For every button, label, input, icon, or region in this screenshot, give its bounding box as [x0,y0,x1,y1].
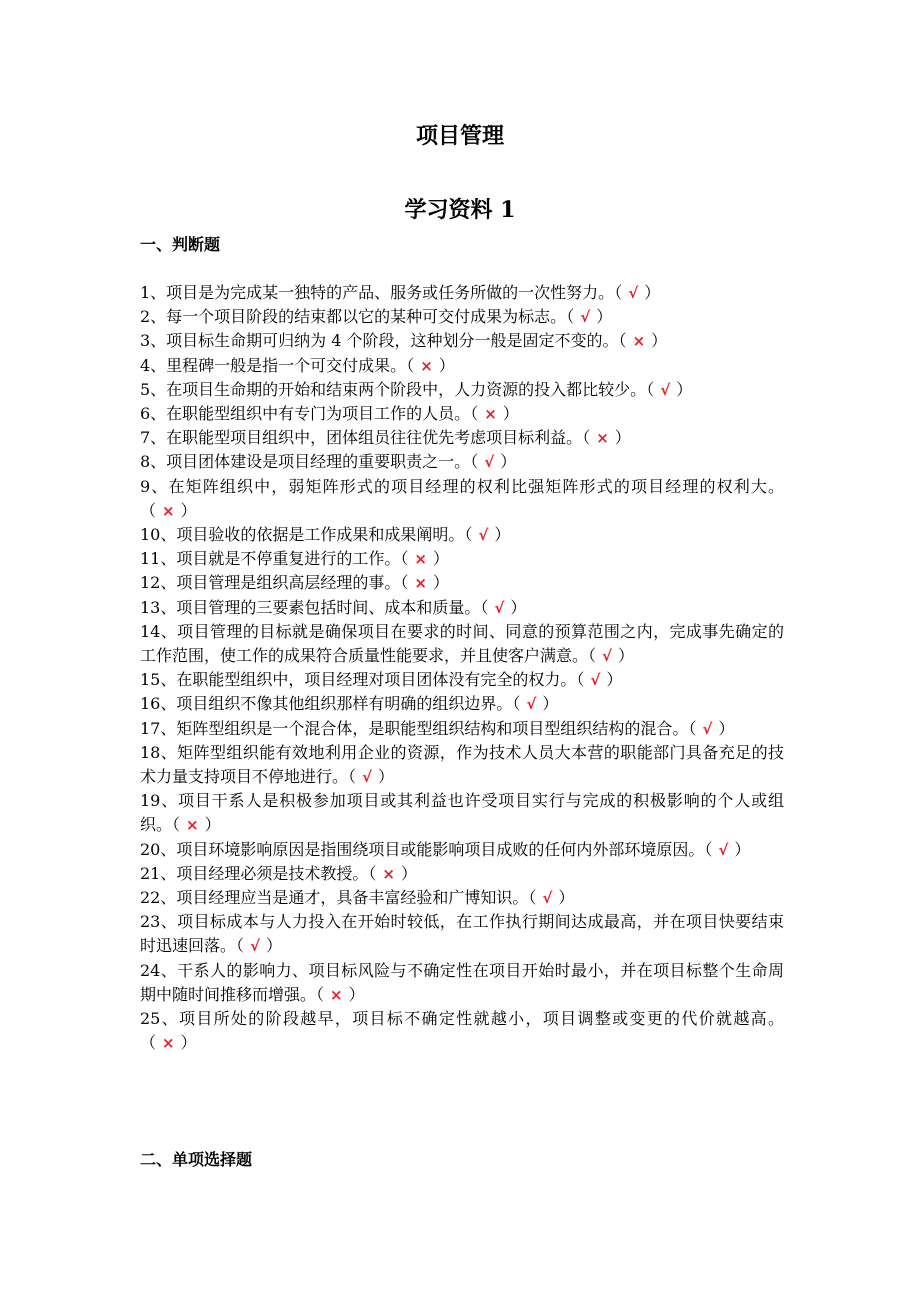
question-text: 15、在职能型组织中，项目经理对项目团体没有完全的权力。 [140,670,577,690]
question-text: 25、项目所处的阶段越早，项目标不确定性就越小，项目调整或变更的代价就越高。 [140,1009,784,1029]
check-mark-answer: √ [362,768,373,787]
question-text: 23、项目标成本与人力投入在开始时较低，在工作执行期间达成最高，并在项目快要结束时迅速回落。 [140,912,784,956]
answer-close-paren: ） [614,428,631,448]
answer-open-paren: （ [480,597,489,617]
check-mark-answer: √ [580,308,591,327]
question-text: 14、项目管理的目标就是确保项目在要求的时间、同意的预算范围之内，完成事先确定的工作范围，使工作的成果符合质量性能要求，并且使客户满意。 [140,621,784,666]
question-item [140,910,784,958]
cross-mark-answer: × [330,985,343,1004]
question-item [140,717,784,741]
question-item [140,886,784,910]
question-item [140,741,784,789]
answer-open-paren: （ [140,1033,157,1053]
question-text: 16、项目组织不像其他组织那样有明确的组织边界。 [140,694,513,714]
answer-close-paren: ） [494,525,511,545]
answer-open-paren: （ [576,670,585,690]
cross-mark-answer: × [414,550,427,569]
cross-mark-answer: × [382,864,395,883]
question-item [140,354,784,378]
question-text: 8、项目团体建设是项目经理的重要职责之一。 [140,452,471,472]
answer-close-paren: ） [438,355,455,375]
answer-open-paren: （ [646,379,655,399]
answer-open-paren: （ [348,767,357,787]
check-mark-answer: √ [590,671,601,690]
answer-open-paren: （ [172,815,181,835]
answer-close-paren: ） [180,1033,197,1053]
question-item [140,281,784,305]
answer-open-paren: （ [704,839,713,859]
question-text: 1、项目是为完成某一独特的产品、服务或任务所做的一次性努力。 [140,283,615,302]
answer-close-paren: ） [596,307,613,327]
question-item [140,620,784,668]
cross-mark-answer: × [414,574,427,593]
question-item [140,523,784,547]
answer-close-paren: ） [676,379,693,399]
check-mark-answer: √ [484,453,495,472]
question-item [140,329,784,353]
answer-close-paren: ） [266,936,283,956]
question-text: 11、项目就是不停重复进行的工作。 [140,549,401,569]
question-item [140,838,784,862]
document-subtitle: 学习资料 1 [404,197,516,223]
question-list [140,281,784,1056]
answer-close-paren: ） [618,646,635,666]
answer-close-paren: ） [734,839,751,859]
answer-open-paren: （ [464,525,473,545]
section-heading-single-choice: 二、单项选择题 [140,1150,253,1169]
answer-close-paren: ） [378,767,395,787]
question-text: 12、项目管理是组织高层经理的事。 [140,573,401,593]
question-item [140,1007,784,1055]
answer-close-paren: ） [204,815,221,835]
answer-open-paren: （ [368,863,377,883]
question-item [140,862,784,886]
cross-mark-answer: × [420,356,433,375]
question-text: 18、矩阵型组织能有效地利用企业的资源，作为技术人员大本营的职能部门具备充足的技术力量支持项目不停地进行。 [140,742,784,787]
answer-close-paren: ） [558,888,575,908]
answer-close-paren: ） [180,500,197,520]
question-item [140,692,784,716]
answer-open-paren: （ [512,694,521,714]
cross-mark-answer: × [484,405,497,424]
check-mark-answer: √ [718,840,729,859]
answer-close-paren: ） [542,694,559,714]
answer-open-paren: （ [614,283,623,302]
question-text: 21、项目经理必须是技术教授。 [140,863,369,883]
check-mark-answer: √ [526,695,537,714]
document-title: 项目管理 [415,123,504,149]
section-heading-true-false: 一、判断题 [140,235,221,254]
answer-open-paren: （ [566,307,575,327]
check-mark-answer: √ [660,380,671,399]
question-text: 22、项目经理应当是通才，具备丰富经验和广博知识。 [140,888,529,908]
answer-close-paren: ） [500,452,517,472]
answer-close-paren: ） [651,331,668,351]
check-mark-answer: √ [702,719,713,738]
question-text: 2、每一个项目阶段的结束都以它的某种可交付成果为标志。 [140,307,567,327]
question-text: 13、项目管理的三要素包括时间、成本和质量。 [140,597,481,617]
answer-open-paren: （ [582,428,591,448]
check-mark-answer: √ [542,889,553,908]
question-item [140,547,784,571]
answer-open-paren: （ [618,331,627,351]
question-text: 9、在矩阵组织中，弱矩阵形式的项目经理的权利比强矩阵形式的项目经理的权利大。 [140,476,784,496]
question-item [140,571,784,595]
question-text: 4、里程碑一般是指一个可交付成果。 [140,355,407,375]
question-text: 5、在项目生命期的开始和结束两个阶段中，人力资源的投入都比较少。 [140,379,647,399]
answer-open-paren: （ [588,646,597,666]
answer-open-paren: （ [528,888,537,908]
answer-open-paren: （ [236,936,245,956]
answer-open-paren: （ [406,355,415,375]
check-mark-answer: √ [478,526,489,545]
question-item [140,305,784,329]
question-item [140,596,784,620]
question-item [140,378,784,402]
answer-close-paren: ） [400,863,417,883]
check-mark-answer: √ [494,598,505,617]
question-item [140,402,784,426]
cross-mark-answer: × [186,816,199,835]
answer-open-paren: （ [316,984,325,1004]
question-item [140,450,784,474]
answer-close-paren: ） [432,573,449,593]
cross-mark-answer: × [162,501,175,520]
question-text: 19、项目干系人是积极参加项目或其利益也许受项目实行与完成的积极影响的个人或组织。 [140,791,784,835]
answer-open-paren: （ [688,718,697,738]
question-text: 6、在职能型组织中有专门为项目工作的人员。 [140,404,471,424]
question-item [140,789,784,837]
answer-close-paren: ） [432,549,449,569]
question-text: 17、矩阵型组织是一个混合体，是职能型组织结构和项目型组织结构的混合。 [140,718,689,738]
answer-open-paren: （ [470,404,479,424]
cross-mark-answer: × [596,429,609,448]
question-item [140,426,784,450]
check-mark-answer: √ [628,284,639,302]
question-text: 3、项目标生命期可归纳为 4 个阶段，这种划分一般是固定不变的。 [140,331,619,351]
answer-open-paren: （ [400,573,409,593]
answer-close-paren: ） [502,404,519,424]
answer-close-paren: ） [644,283,661,302]
answer-close-paren: ） [348,984,365,1004]
answer-open-paren: （ [470,452,479,472]
question-text: 20、项目环境影响原因是指围绕项目或能影响项目成败的任何内外部环境原因。 [140,839,705,859]
cross-mark-answer: × [632,332,646,351]
cross-mark-answer: × [162,1034,175,1053]
question-text: 7、在职能型项目组织中，团体组员往往优先考虑项目标利益。 [140,428,583,448]
question-text: 24、干系人的影响力、项目标风险与不确定性在项目开始时最小，并在项目标整个生命周期中随时间推移而增强。 [140,960,784,1004]
check-mark-answer: √ [602,647,613,666]
answer-close-paren: ） [606,670,623,690]
question-text: 10、项目验收的依据是工作成果和成果阐明。 [140,525,465,545]
question-item [140,668,784,692]
answer-open-paren: （ [140,500,157,520]
question-item [140,475,784,523]
question-item [140,959,784,1007]
answer-close-paren: ） [510,597,527,617]
check-mark-answer: √ [250,937,261,956]
answer-open-paren: （ [400,549,409,569]
answer-close-paren: ） [718,718,735,738]
